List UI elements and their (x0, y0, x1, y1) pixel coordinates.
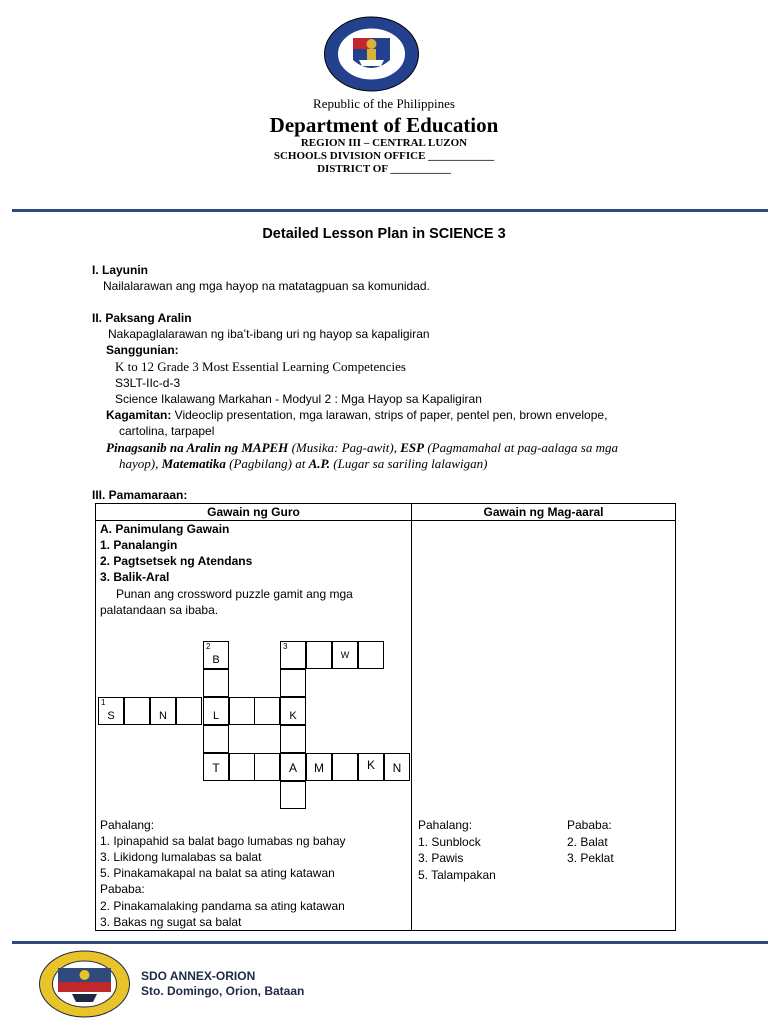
crossword-cell[interactable] (176, 697, 202, 725)
kagamitan-text: Videoclip presentation, mga larawan, strips of paper, pentel pen, brown envelope, (171, 408, 608, 422)
pamamaraan-heading: III. Pamamaraan: (92, 488, 188, 502)
clue-number: 3 (283, 642, 288, 651)
crossword-cell[interactable] (384, 753, 410, 781)
paksang-heading: II. Paksang Aralin (92, 311, 192, 325)
panimulang-gawain: A. Panimulang Gawain (100, 522, 230, 536)
crossword-cell[interactable] (229, 753, 255, 781)
integration-esp: ESP (400, 440, 425, 455)
crossword-cell[interactable] (254, 697, 280, 725)
region-line: REGION III – CENTRAL LUZON (300, 137, 468, 149)
paksang-text: Nakapaglalarawan ng iba’t-ibang uri ng hayop sa kapaligiran (108, 327, 430, 341)
integration-line-1 (106, 440, 618, 456)
crossword-cell[interactable] (280, 781, 306, 809)
pahalang-label: Pahalang: (100, 818, 155, 832)
integration-ap: A.P. (308, 456, 331, 471)
cell-letter: K (289, 710, 297, 722)
crossword-cell[interactable] (150, 697, 176, 725)
crossword-cell[interactable] (229, 697, 255, 725)
crossword-cell[interactable] (98, 697, 124, 725)
crossword-instruction-2: palatandaan sa ibaba. (100, 603, 219, 617)
integration-matematika: Matematika (161, 456, 226, 471)
division-line: SCHOOLS DIVISION OFFICE ____________ (273, 150, 495, 162)
cell-letter: L (212, 710, 220, 722)
crossword-cell[interactable] (306, 641, 332, 669)
cell-letter: N (159, 710, 167, 722)
step-atendans: 2. Pagtsetsek ng Atendans (100, 554, 253, 568)
cell-letter: T (212, 761, 220, 775)
footer-divider (12, 941, 768, 944)
clue-number: 2 (206, 642, 211, 651)
integration-esp-desc: (Pagmamahal at pag-aalaga sa mga (424, 440, 618, 455)
integration-lugar: (Lugar sa sariling lalawigan) (330, 456, 488, 471)
answer-across-5: 5. Talampakan (418, 868, 496, 882)
step-balik-aral: 3. Balik-Aral (100, 570, 170, 584)
integration-label: Pinagsanib na Aralin ng MAPEH (106, 440, 289, 455)
cell-letter: W (340, 650, 350, 660)
clue-number: 1 (101, 698, 106, 707)
table-header-divider (96, 520, 675, 521)
crossword-cell[interactable] (254, 753, 280, 781)
crossword-cell[interactable] (280, 697, 306, 725)
republic-line: Republic of the Philippines (313, 96, 455, 111)
layunin-text: Nailalarawan ang mga hayop na matatagpuan sa komunidad. (103, 279, 430, 293)
crossword-cell[interactable] (280, 753, 306, 781)
reference-2: S3LT-IIc-d-3 (115, 376, 181, 390)
kagamitan-line (106, 408, 607, 422)
department-title: Department of Education (269, 113, 499, 137)
clue-across-1: 1. Ipinapahid sa balat bago lumabas ng bahay (100, 834, 346, 848)
deped-seal-logo (323, 16, 420, 92)
footer-school-name: SDO ANNEX-ORION (141, 969, 256, 983)
clue-across-5: 5. Pinakamakapal na balat sa ating katawan (100, 866, 335, 880)
crossword-cell[interactable] (124, 697, 150, 725)
clue-across-3: 3. Likidong lumalabas sa balat (100, 850, 262, 864)
crossword-cell[interactable] (203, 753, 229, 781)
integration-pagbilang: (Pagbilang) at (225, 456, 309, 471)
answers-pababa-label: Pababa: (567, 818, 612, 832)
district-line: DISTRICT OF ___________ (317, 163, 451, 175)
crossword-cell[interactable] (332, 753, 358, 781)
cell-letter: K (366, 758, 375, 772)
crossword-cell[interactable] (332, 641, 358, 669)
step-panalangin: 1. Panalangin (100, 538, 178, 552)
school-logo (38, 950, 131, 1018)
crossword-cell[interactable] (280, 669, 306, 697)
crossword-instruction-1: Punan ang crossword puzzle gamit ang mga (116, 587, 353, 601)
answers-pahalang-label: Pahalang: (418, 818, 473, 832)
crossword-cell[interactable] (203, 725, 229, 753)
answer-across-3: 3. Pawis (418, 851, 464, 865)
cell-letter: A (288, 761, 297, 775)
clue-down-2: 2. Pinakamalaking pandama sa ating katawan (100, 899, 345, 913)
footer-address: Sto. Domingo, Orion, Bataan (141, 984, 305, 998)
crossword-cell[interactable] (203, 641, 229, 669)
crossword-cell[interactable] (306, 753, 332, 781)
kagamitan-text-2: cartolina, tarpapel (119, 424, 215, 438)
crossword-cell[interactable] (280, 641, 306, 669)
crossword-cell[interactable] (358, 753, 384, 781)
cell-letter: B (212, 654, 220, 666)
answer-down-3: 3. Peklat (567, 851, 614, 865)
answer-down-2: 2. Balat (567, 835, 608, 849)
cell-letter: M (314, 761, 324, 775)
integration-mapeh: (Musika: Pag-awit), (288, 440, 401, 455)
document-title: Detailed Lesson Plan in SCIENCE 3 (262, 226, 506, 242)
integration-line-2 (119, 456, 487, 472)
crossword-cell[interactable] (358, 641, 384, 669)
table-column-divider (411, 504, 412, 930)
integration-hayop: hayop), (119, 456, 162, 471)
cell-letter: N (392, 761, 402, 775)
column-header-magaaral: Gawain ng Mag-aaral (483, 505, 604, 519)
reference-1: K to 12 Grade 3 Most Essential Learning Competencies (115, 359, 406, 374)
clue-down-3: 3. Bakas ng sugat sa balat (100, 915, 242, 929)
column-header-guro: Gawain ng Guro (207, 505, 300, 519)
answer-across-1: 1. Sunblock (418, 835, 481, 849)
sanggunian-label: Sanggunian: (106, 343, 179, 357)
header-divider (12, 209, 768, 212)
crossword-cell[interactable] (203, 669, 229, 697)
pababa-label: Pababa: (100, 882, 145, 896)
reference-3: Science Ikalawang Markahan - Modyul 2 : Mga Hayop sa Kapaligiran (115, 392, 482, 406)
crossword-cell[interactable] (203, 697, 229, 725)
kagamitan-label: Kagamitan: (106, 408, 172, 422)
crossword-cell[interactable] (280, 725, 306, 753)
layunin-heading: I. Layunin (92, 263, 149, 277)
cell-letter: S (107, 710, 115, 722)
